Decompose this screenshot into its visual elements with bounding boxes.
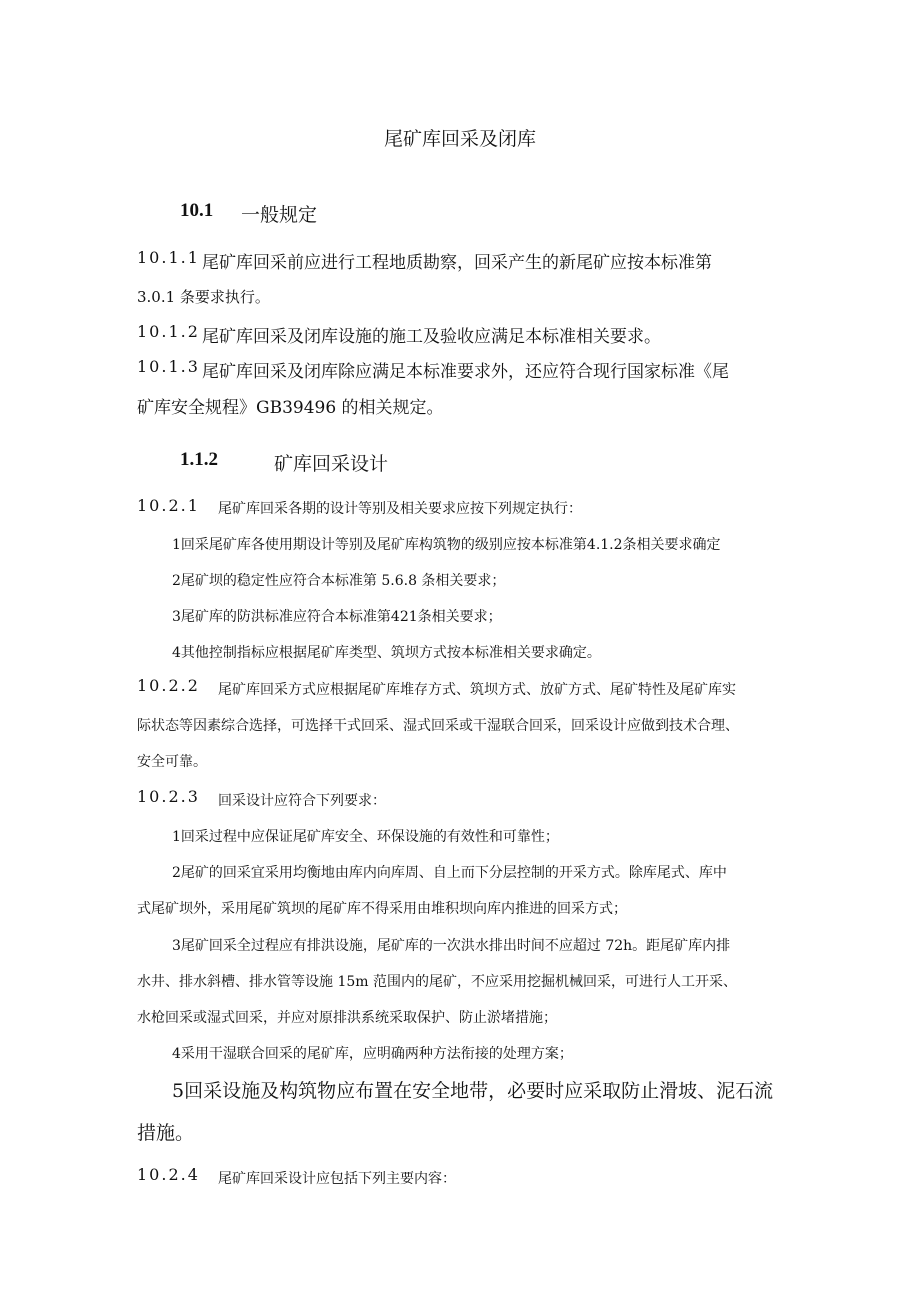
- clause-10-2-3-item3-line3: 水枪回采或湿式回采，并应对原排洪系统采取保护、防止淤堵措施；: [137, 1010, 557, 1026]
- page-title: 尾矿库回采及闭库: [383, 128, 536, 150]
- clause-10-2-3-item3-line2: 水井、排水斜槽、排水管等设施 15m 范围内的尾矿，不应采用挖掘机械回采，可进行人工开采、: [137, 974, 737, 990]
- clause-10-2-3-item2-line2: 式尾矿坝外，采用尾矿筑坝的尾矿库不得采用由堆积坝向库内推进的回采方式；: [137, 901, 627, 917]
- clause-10-2-4-number: 10.2.4: [137, 1165, 200, 1184]
- clause-10-1-1-line1: 尾矿库回采前应进行工程地质勘察，回采产生的新尾矿应按本标准第: [202, 253, 712, 273]
- clause-10-2-3-item3-line1: 3尾矿回采全过程应有排洪设施，尾矿库的一次洪水排出时间不应超过 72h。距尾矿库内排: [172, 938, 731, 954]
- clause-10-2-2-number: 10.2.2: [137, 676, 200, 695]
- clause-10-1-2-number: 10.1.2: [137, 322, 200, 341]
- clause-10-1-1-number: 10.1.1: [137, 248, 200, 267]
- clause-10-2-3-text: 回采设计应符合下列要求：: [218, 793, 386, 809]
- clause-10-2-3-item5-line2: 措施。: [137, 1122, 195, 1144]
- clause-10-2-1-item3: 3尾矿库的防洪标准应符合本标准第421条相关要求；: [172, 609, 502, 625]
- section-10-1-number: 10.1: [180, 200, 214, 221]
- clause-10-1-3-number: 10.1.3: [137, 357, 200, 376]
- clause-10-2-3-item2-line1: 2尾矿的回采宜采用均衡地由库内向库周、自上而下分层控制的开采方式。除库尾式、库中: [172, 865, 727, 881]
- section-1-1-2-number: 1.1.2: [180, 449, 218, 470]
- clause-10-1-2-line1: 尾矿库回采及闭库设施的施工及验收应满足本标准相关要求。: [202, 327, 661, 347]
- clause-10-1-3-line2: 矿库安全规程》GB39496 的相关规定。: [137, 398, 444, 418]
- clause-10-2-1-text: 尾矿库回采各期的设计等别及相关要求应按下列规定执行：: [218, 501, 582, 517]
- clause-10-1-1-line2: 3.0.1 条要求执行。: [137, 288, 270, 306]
- clause-10-2-4-text: 尾矿库回采设计应包括下列主要内容：: [218, 1171, 456, 1187]
- clause-10-2-3-item1: 1回采过程中应保证尾矿库安全、环保设施的有效性和可靠性；: [172, 829, 559, 845]
- clause-10-2-2-line1: 尾矿库回采方式应根据尾矿库堆存方式、筑坝方式、放矿方式、尾矿特性及尾矿库实: [218, 682, 736, 698]
- clause-10-2-2-line2: 际状态等因素综合选择，可选择干式回采、湿式回采或干湿联合回采，回采设计应做到技术合理、: [137, 718, 739, 734]
- section-10-1-heading: 一般规定: [241, 204, 318, 226]
- clause-10-2-1-number: 10.2.1: [137, 496, 200, 515]
- clause-10-2-2-line3: 安全可靠。: [137, 754, 207, 770]
- clause-10-1-3-line1: 尾矿库回采及闭库除应满足本标准要求外，还应符合现行国家标准《尾: [202, 362, 729, 382]
- clause-10-2-1-item4: 4其他控制指标应根据尾矿库类型、筑坝方式按本标准相关要求确定。: [172, 645, 601, 661]
- clause-10-2-1-item2: 2尾矿坝的稳定性应符合本标准第 5.6.8 条相关要求；: [172, 573, 506, 589]
- clause-10-2-3-item4: 4采用干湿联合回采的尾矿库，应明确两种方法衔接的处理方案；: [172, 1046, 573, 1062]
- clause-10-2-3-item5-line1: 5回采设施及构筑物应布置在安全地带，必要时应采取防止滑坡、泥石流: [172, 1080, 774, 1102]
- section-1-1-2-heading: 矿库回采设计: [274, 453, 389, 475]
- clause-10-2-1-item1: 1回采尾矿库各使用期设计等别及尾矿库构筑物的级别应按本标准第4.1.2条相关要求确定: [172, 537, 721, 553]
- clause-10-2-3-number: 10.2.3: [137, 787, 200, 806]
